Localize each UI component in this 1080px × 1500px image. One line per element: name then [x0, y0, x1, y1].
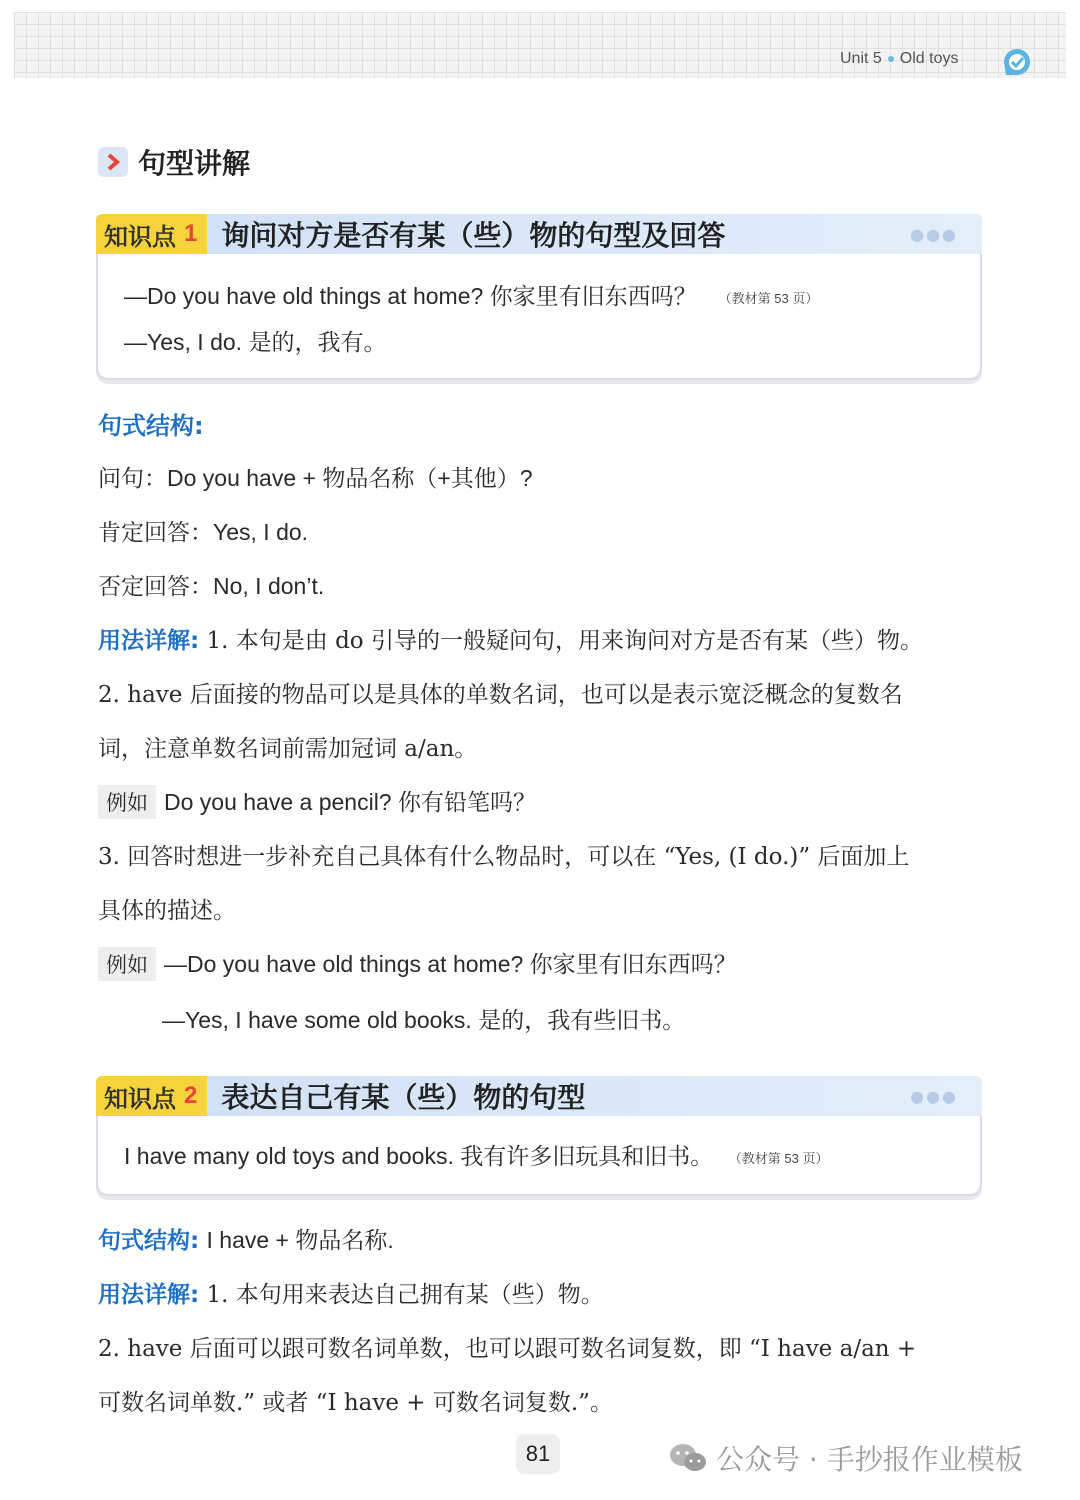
structure-2-heading: 句式结构:: [98, 1228, 200, 1254]
structure-question: [98, 460, 533, 493]
structure-1-heading: 句式结构:: [98, 412, 204, 440]
wechat-icon: [668, 1441, 708, 1475]
unit-header: [840, 50, 958, 68]
usage-1-point-3b: 具体的描述。: [98, 898, 236, 924]
decorative-dots: ●●●: [910, 1086, 958, 1106]
usage-1-point-2b: 词，注意单数名词前需加冠词 a/an。: [98, 736, 478, 762]
knowledge-point-2-box: [96, 1116, 982, 1196]
knowledge-point-label: 知识点: [104, 222, 176, 251]
structure-2-text: I have + 物品名称.: [206, 1227, 394, 1253]
knowledge-point-title: 表达自己有某（些）物的句型: [221, 1081, 586, 1114]
usage-1-example-2: [98, 946, 737, 981]
usage-2-point-1: [98, 1276, 604, 1309]
example-2-answer: —Yes, I have some old books. 是的，我有些旧书。: [162, 1007, 686, 1033]
example-question-text: —Do you have old things at home? 你家里有旧东西吗？: [124, 283, 697, 309]
structure-negative-label: 否定回答：: [98, 574, 213, 600]
structure-positive-label: 肯定回答：: [98, 520, 213, 546]
section-title: [98, 142, 250, 182]
decorative-dots: ●●●: [910, 224, 958, 244]
usage-1-heading: 用法详解:: [98, 628, 200, 654]
chevron-right-icon: [98, 147, 128, 177]
usage-1-point-3a: 3. 回答时想进一步补充自己具体有什么物品时，可以在 “Yes, (I do.)” 后面加上: [98, 844, 910, 870]
usage-2-point-2b: 可数名词单数.” 或者 “I have + 可数名词复数.”。: [98, 1390, 613, 1416]
knowledge-point-number: 1: [184, 220, 198, 247]
watermark-text: 公众号 · 手抄报作业模板: [716, 1443, 1023, 1476]
knowledge-point-label: 知识点: [104, 1084, 176, 1113]
unit-separator-dot: [888, 56, 894, 62]
example-sentence: [124, 1138, 828, 1171]
knowledge-point-number: 2: [184, 1082, 198, 1109]
example-tag: 例如: [98, 785, 156, 819]
section-title-text: 句型讲解: [138, 147, 251, 180]
usage-2-heading: 用法详解:: [98, 1282, 200, 1308]
structure-positive: [98, 514, 308, 547]
textbook-reference: （教材第 53 页）: [735, 1151, 829, 1167]
knowledge-point-tag: [96, 214, 207, 254]
structure-positive-text: Yes, I do.: [213, 519, 309, 545]
page-number: 81: [516, 1434, 560, 1474]
example-sentence-text: I have many old toys and books. 我有许多旧玩具和旧书。: [124, 1143, 714, 1169]
structure-question-label: 问句：: [98, 466, 167, 492]
example-1-text: Do you have a pencil? 你有铅笔吗？: [164, 789, 536, 815]
unit-topic: Old toys: [899, 50, 959, 67]
usage-1-point-2a: 2. have 后面接的物品可以是具体的单数名词，也可以是表示宽泛概念的复数名: [98, 682, 903, 708]
structure-negative: [98, 568, 324, 601]
check-circle-icon: [1000, 46, 1036, 78]
knowledge-point-tag: [96, 1076, 207, 1116]
header-grid-band: [14, 12, 1066, 78]
knowledge-point-1-header: [96, 214, 982, 254]
textbook-reference: （教材第 53 页）: [718, 291, 819, 307]
structure-negative-text: No, I don’t.: [213, 573, 325, 599]
usage-1-point-1: [98, 622, 923, 655]
usage-1-example-1: [98, 784, 536, 819]
example-question: [124, 278, 818, 311]
knowledge-point-1-box: [96, 254, 982, 380]
structure-question-text: Do you have + 物品名称（+其他）?: [167, 465, 533, 491]
structure-2: [98, 1222, 394, 1255]
unit-label: Unit 5: [840, 50, 882, 67]
knowledge-point-2-header: [96, 1076, 982, 1116]
usage-2-point-1-text: 1. 本句用来表达自己拥有某（些）物。: [206, 1282, 604, 1308]
usage-2-point-2a: 2. have 后面可以跟可数名词单数，也可以跟可数名词复数，即 “I have a/an +: [98, 1336, 917, 1362]
usage-1-point-1-text: 1. 本句是由 do 引导的一般疑问句，用来询问对方是否有某（些）物。: [206, 628, 923, 654]
example-answer: —Yes, I do. 是的，我有。: [124, 329, 387, 355]
knowledge-point-title: 询问对方是否有某（些）物的句型及回答: [221, 219, 726, 252]
watermark: [668, 1438, 1023, 1478]
example-2-question: —Do you have old things at home? 你家里有旧东西吗？: [164, 951, 737, 977]
example-tag: 例如: [98, 947, 156, 981]
